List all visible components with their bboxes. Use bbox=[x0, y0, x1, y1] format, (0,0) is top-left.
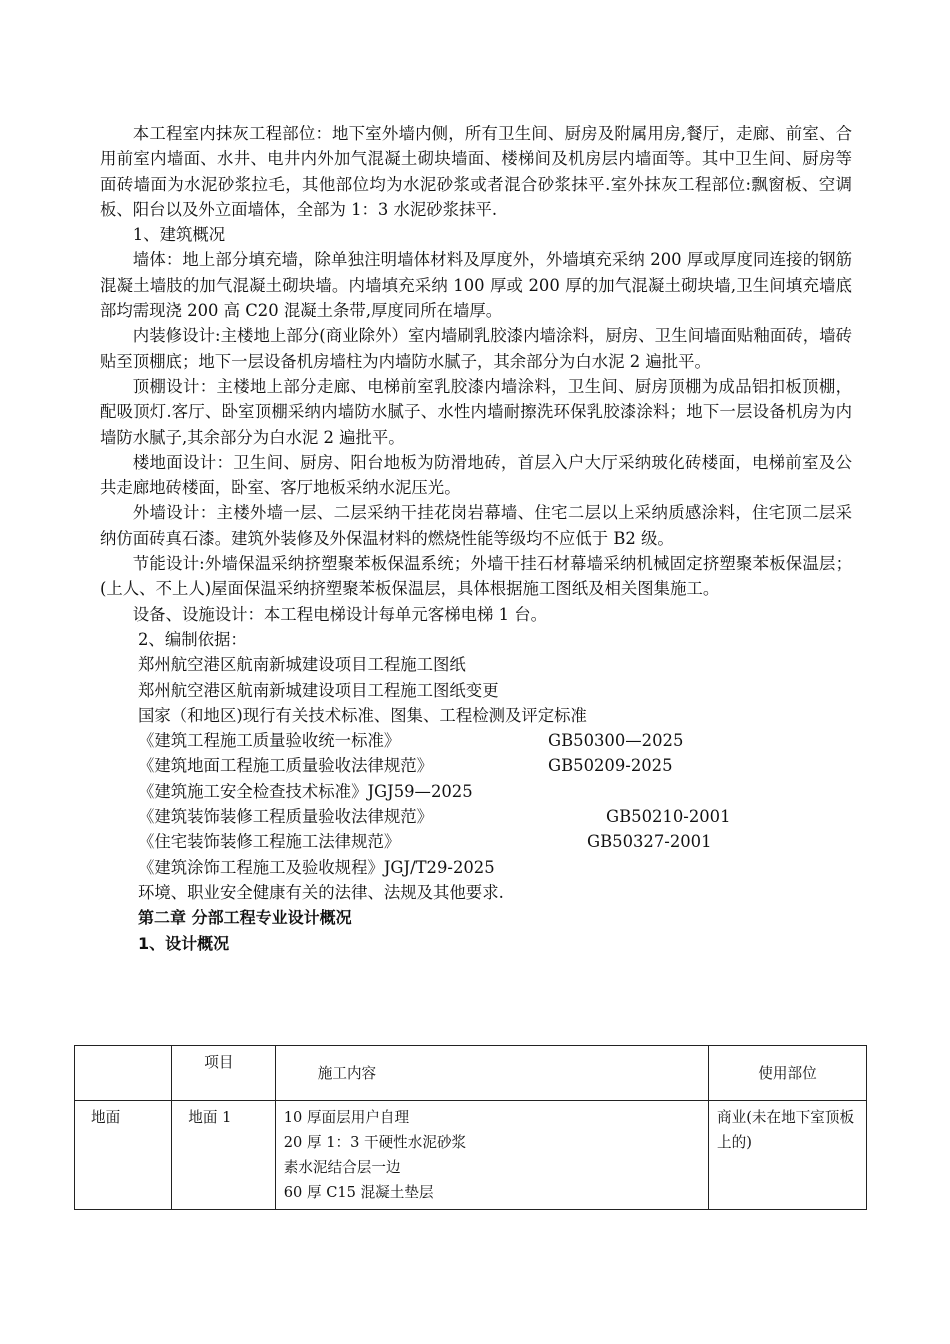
standard-name: 《住宅装饰装修工程施工法律规范》 bbox=[138, 832, 401, 852]
exterior-paragraph: 外墙设计：主楼外墙一层、二层采纳干挂花岗岩幕墙、住宅二层以上采纳质感涂料，住宅顶二层采纳仿面砖真石漆。建筑外装修及外保温材料的燃烧性能等级均不应低于 B2 级。 bbox=[100, 503, 852, 548]
row-contents bbox=[275, 1101, 708, 1210]
standard-name: 《建筑装饰装修工程质量验收法律规范》 bbox=[138, 807, 434, 827]
content-line: 20 厚 1：3 干硬性水泥砂浆 bbox=[283, 1134, 467, 1151]
content-line: 10 厚面层用户自理 bbox=[283, 1109, 410, 1126]
energy-paragraph: 节能设计:外墙保温采纳挤塑聚苯板保温系统；外墙干挂石材幕墙采纳机械固定挤塑聚苯板保温层；(上人、不上人)屋面保温采纳挤塑聚苯板保温层，具体根据施工图纸及相关图集施工。 bbox=[100, 554, 852, 599]
row-category: 地面 bbox=[75, 1101, 172, 1210]
standard-line bbox=[100, 753, 852, 778]
standard-line bbox=[100, 829, 852, 854]
basis-heading: 2、编制依据： bbox=[138, 629, 247, 649]
header-cell-contents: 施工内容 bbox=[275, 1046, 708, 1101]
row-item: 地面 1 bbox=[172, 1101, 275, 1210]
closing-line: 环境、职业安全健康有关的法律、法规及其他要求. bbox=[138, 882, 504, 902]
document-body bbox=[100, 121, 852, 956]
standard-name: 《建筑施工安全检查技术标准》JGJ59—2025 bbox=[138, 781, 473, 801]
content-line: 素水泥结合层一边 bbox=[283, 1159, 401, 1176]
basis-line: 国家（和地区)现行有关技术标准、图集、工程检测及评定标准 bbox=[138, 705, 587, 725]
floor-paragraph: 楼地面设计：卫生间、厨房、阳台地板为防滑地砖，首层入户大厅采纳玻化砖楼面，电梯前室及公共走廊地砖楼面，卧室、客厅地板采纳水泥压光。 bbox=[100, 452, 852, 498]
standard-name: 《建筑地面工程施工质量验收法律规范》 bbox=[138, 756, 434, 776]
standard-line bbox=[100, 855, 852, 880]
intro-paragraph: 本工程室内抹灰工程部位：地下室外墙内侧，所有卫生间、厨房及附属用房,餐厅，走廊、前室、合用前室内墙面、水井、电井内外加气混凝土砌块墙面、楼梯间及机房层内墙面等。其中卫生间、厨房等面砖墙面为水泥砂浆拉毛，其他部位均为水泥砂浆或者混合砂浆抹平.室外抹灰工程部位:飘窗板、空调板、阳台以及外立面墙体，全部为 1：3 水泥砂浆抹平. bbox=[100, 124, 852, 219]
wall-paragraph: 墙体：地上部分填充墙，除单独注明墙体材料及厚度外，外墙填充采纳 200 厚或厚度同连接的钢筋混凝土墙肢的加气混凝土砌块墙。内墙填充采纳 100 厚或 200 厚的加气混凝土砌块墙,卫生间填充墙底部均需现浇 200 高 C20 混凝土条带,厚度同所在墙厚。 bbox=[100, 250, 852, 321]
standard-name: 《建筑工程施工质量验收统一标准》 bbox=[138, 731, 401, 751]
design-overview-table bbox=[74, 1045, 867, 1210]
table-row bbox=[75, 1101, 867, 1210]
section-heading-overview: 1、建筑概况 bbox=[132, 225, 226, 245]
header-cell-empty bbox=[75, 1046, 172, 1101]
standard-code: GB50209-2025 bbox=[548, 756, 673, 776]
ceiling-paragraph: 顶棚设计：主楼地上部分走廊、电梯前室乳胶漆内墙涂料，卫生间、厨房顶棚为成品铝扣板顶棚，配吸顶灯.客厅、卧室顶棚采纳内墙防水腻子、水性内墙耐擦洗环保乳胶漆涂料；地下一层设备机房为内墙防水腻子,其余部分为白水泥 2 遍批平。 bbox=[100, 376, 852, 447]
basis-line: 郑州航空港区航南新城建设项目工程施工图纸 bbox=[138, 655, 466, 675]
equipment-paragraph: 设备、设施设计：本工程电梯设计每单元客梯电梯 1 台。 bbox=[132, 604, 548, 624]
table-header-row bbox=[75, 1046, 867, 1101]
standard-line bbox=[100, 804, 852, 829]
standard-line bbox=[100, 779, 852, 804]
standard-name: 《建筑涂饰工程施工及验收规程》JGJ/T29-2025 bbox=[138, 857, 495, 877]
standard-code: GB50300—2025 bbox=[548, 731, 684, 751]
standard-line bbox=[100, 728, 852, 753]
header-cell-item: 项目 bbox=[172, 1046, 275, 1101]
standard-code: GB50210-2001 bbox=[606, 807, 731, 827]
section-title: 1、设计概况 bbox=[138, 933, 230, 953]
basis-line: 郑州航空港区航南新城建设项目工程施工图纸变更 bbox=[138, 680, 499, 700]
row-usage: 商业(未在地下室顶板上的) bbox=[709, 1101, 867, 1210]
header-cell-usage: 使用部位 bbox=[709, 1046, 867, 1101]
chapter-title: 第二章 分部工程专业设计概况 bbox=[138, 908, 352, 928]
standard-code: GB50327-2001 bbox=[587, 832, 712, 852]
interior-paragraph: 内装修设计:主楼地上部分(商业除外）室内墙刷乳胶漆内墙涂料，厨房、卫生间墙面贴釉面砖，墙砖贴至顶棚底；地下一层设备机房墙柱为内墙防水腻子，其余部分为白水泥 2 遍批平。 bbox=[100, 326, 852, 371]
content-line: 60 厚 C15 混凝土垫层 bbox=[283, 1184, 434, 1201]
